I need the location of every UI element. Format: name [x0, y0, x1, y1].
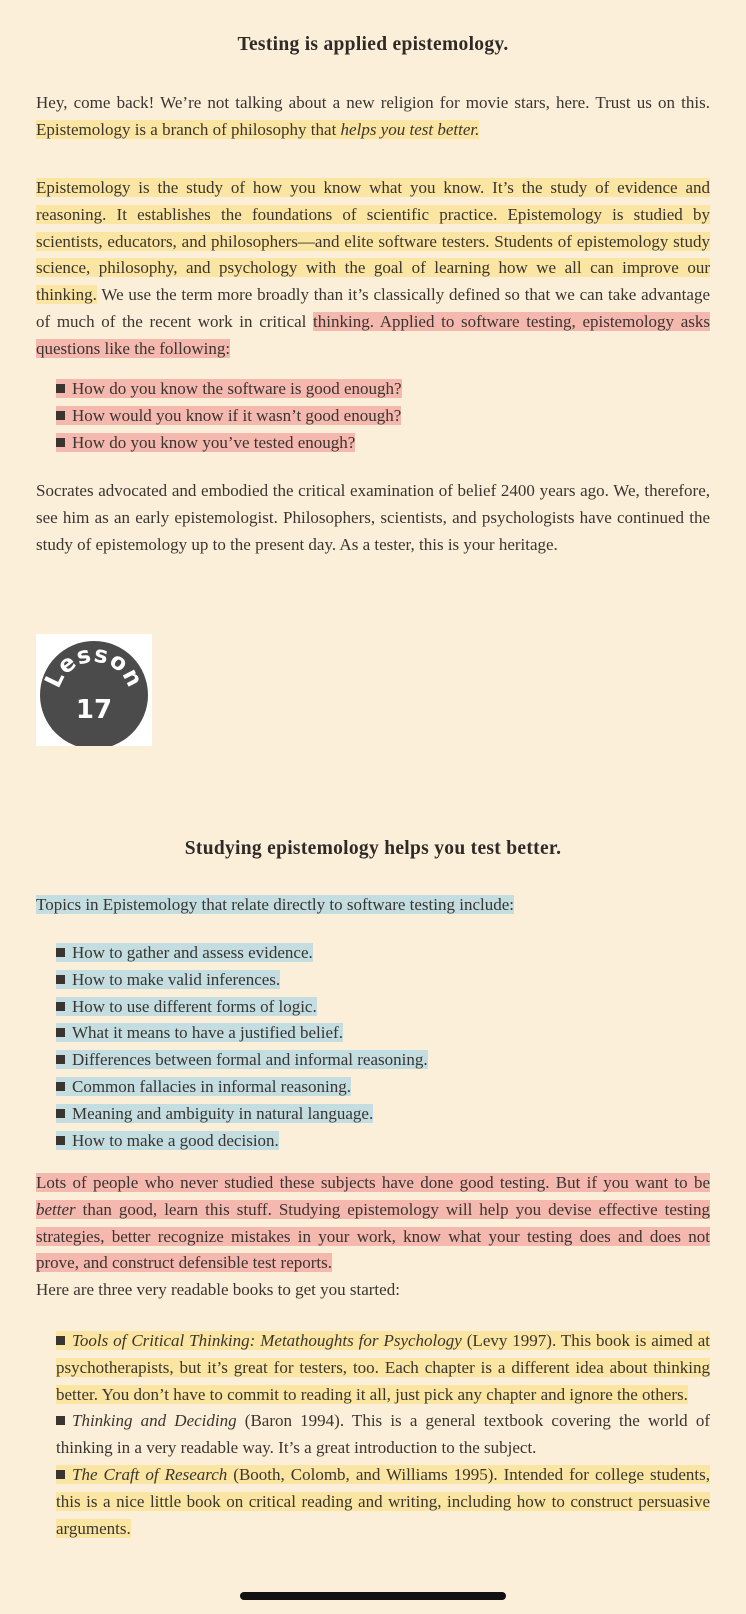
paragraph-better — [36, 1170, 710, 1277]
question-text: How would you know if it wasn’t good enough? — [72, 405, 402, 425]
paragraph-socrates: Socrates advocated and embodied the critical examination of belief 2400 years ago. We, therefore, see him as an early epistemologist. Philosophers, scientists, and psychologists have continued the study of epistemology up to the present day. As a tester, this is your heritage. — [36, 481, 710, 554]
book-title: The Craft of Research — [72, 1464, 228, 1484]
paragraph-books-intro: Here are three very readable books to get you started: — [36, 1280, 400, 1299]
list-item — [56, 994, 710, 1021]
home-indicator-bar[interactable] — [240, 1592, 506, 1600]
topic-text: How to gather and assess evidence. — [72, 943, 313, 962]
bullet-square-icon — [56, 1136, 65, 1145]
intro-highlight-text: Epistemology is a branch of philosophy that — [36, 119, 341, 139]
bullet-square-icon — [56, 1416, 65, 1425]
definition-highlight-yellow: Epistemology is the study of how you know what you know. It’s the study of evidence and reasoning. It establishes the foundations of scientific practice. Epistemology is studied by scientists, educators, and philosophers—and elite software testers. Students of epistemology study science, philosophy, and psychology with the goal of learning how we all can improve our thinking. — [36, 178, 710, 305]
better-highlight-red — [36, 1173, 710, 1272]
topic-list — [56, 940, 710, 1154]
topic-text: Common fallacies in informal reasoning. — [72, 1076, 352, 1096]
book-title: Tools of Critical Thinking: Metathoughts for Psychology — [72, 1331, 462, 1350]
paragraph-definition — [36, 175, 710, 363]
lesson-badge — [36, 634, 152, 746]
paragraph-intro — [36, 90, 710, 144]
topic-text: How to make valid inferences. — [72, 969, 281, 989]
bullet-square-icon — [56, 1470, 65, 1479]
list-item — [56, 1020, 710, 1047]
intro-highlight-italic: helps you test better. — [340, 119, 480, 139]
bullet-square-icon — [56, 1336, 65, 1345]
better-italic: better — [36, 1199, 76, 1219]
list-item — [56, 940, 710, 967]
bullet-square-icon — [56, 1082, 65, 1091]
topic-text: Meaning and ambiguity in natural language. — [72, 1103, 374, 1123]
bullet-square-icon — [56, 384, 65, 393]
lesson-badge-word: Lesson — [40, 641, 148, 692]
book-description: (Levy 1997). This book is aimed at psychotherapists, but it’s great for testers, too. Each chapter is a different idea about thinking better. You don’t have to commit to reading it all, just pick any chapter and ignore the others. — [56, 1331, 711, 1404]
topic-text: How to make a good decision. — [72, 1130, 279, 1150]
list-item — [56, 1101, 710, 1128]
highlight-yellow — [36, 120, 479, 139]
question-text: How do you know you’ve tested enough? — [72, 432, 356, 452]
list-item — [56, 430, 710, 457]
book-description: (Baron 1994). This is a general textbook covering the world of thinking in a very readable way. It’s a great introduction to the subject. — [56, 1411, 710, 1458]
section-title-applied-epistemology: Testing is applied epistemology. — [237, 34, 509, 55]
list-item — [56, 376, 710, 403]
paragraph-topics-intro — [36, 892, 710, 919]
bullet-square-icon — [56, 948, 65, 957]
list-item — [56, 1408, 710, 1462]
list-item — [56, 1128, 710, 1155]
topic-text: Differences between formal and informal reasoning. — [72, 1050, 428, 1070]
section-title-studying-epistemology: Studying epistemology helps you test better. — [184, 838, 562, 859]
lesson-badge-number: 17 — [75, 695, 113, 725]
question-list — [56, 376, 710, 456]
topic-text: What it means to have a justified belief. — [72, 1023, 343, 1043]
bullet-square-icon — [56, 1109, 65, 1118]
bullet-square-icon — [56, 1028, 65, 1037]
topic-text: How to use different forms of logic. — [72, 996, 317, 1016]
bullet-square-icon — [56, 1055, 65, 1064]
question-text: How do you know the software is good enough? — [72, 379, 402, 398]
list-item — [56, 1328, 710, 1408]
topics-intro-highlight: Topics in Epistemology that relate directly to software testing include: — [36, 895, 514, 914]
book-list — [56, 1328, 710, 1542]
definition-highlight-red: thinking. Applied to software testing, epistemology asks questions like the following: — [36, 311, 710, 358]
bullet-square-icon — [56, 1002, 65, 1011]
book-description: (Booth, Colomb, and Williams 1995). Intended for college students, this is a nice little book on critical reading and writing, including how to construct persuasive arguments. — [56, 1464, 711, 1538]
book-title: Thinking and Deciding — [72, 1411, 237, 1431]
list-item — [56, 1462, 710, 1542]
better-text-c: than good, learn this stuff. Studying epistemology will help you devise effective testing strategies, better recognize mistakes in your work, know what your testing does and does not prove, and construct defensible test reports. — [36, 1199, 710, 1273]
definition-plain-text: We use the term more broadly than it’s classically defined so that we can take advantage of much of the recent work in critical — [36, 285, 710, 331]
bullet-square-icon — [56, 438, 65, 447]
list-item — [56, 967, 710, 994]
list-item — [56, 403, 710, 430]
lesson-badge-graphic — [36, 634, 152, 746]
better-text-a: Lots of people who never studied these subjects have done good testing. But if you want to be — [36, 1173, 710, 1192]
bullet-square-icon — [56, 411, 65, 420]
bullet-square-icon — [56, 975, 65, 984]
list-item — [56, 1047, 710, 1074]
list-item — [56, 1074, 710, 1101]
intro-text: Hey, come back! We’re not talking about a new religion for movie stars, here. Trust us on this. — [36, 93, 710, 112]
